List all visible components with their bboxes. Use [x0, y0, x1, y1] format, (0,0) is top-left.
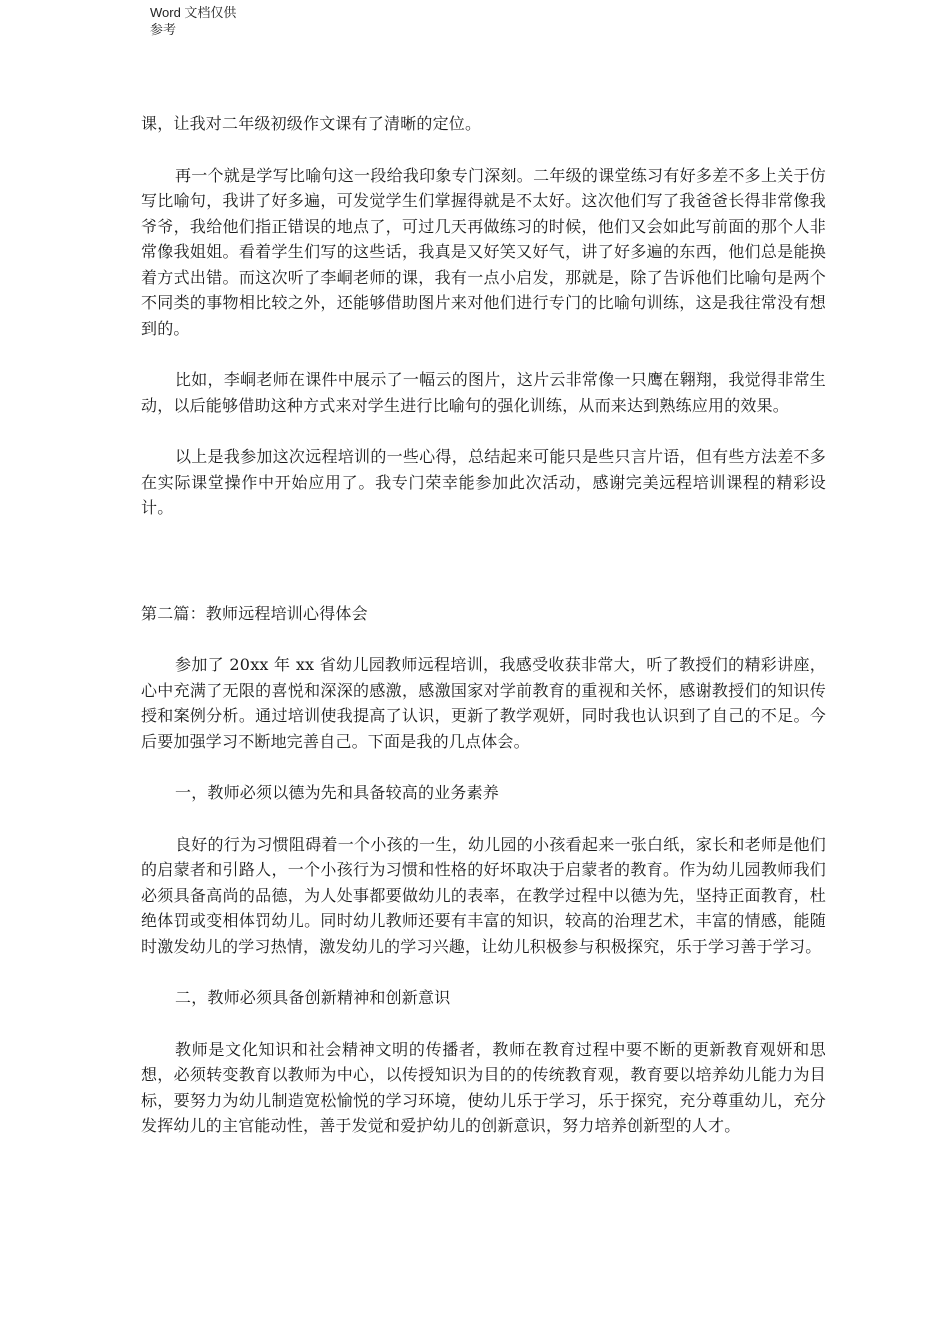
subheading-innovation: 二，教师必须具备创新精神和创新意识	[175, 988, 451, 1007]
subheading-virtue: 一，教师必须以德为先和具备较高的业务素养	[175, 783, 500, 802]
paragraph-conclusion: 以上是我参加这次远程培训的一些心得，总结起来可能只是些只言片语，但有些方法差不多在实际课堂操作中开始应用了。我专门荣幸能参加此次活动，感谢完美远程培训课程的精彩设计。	[141, 447, 826, 517]
paragraph-simile-practice: 再一个就是学写比喻句这一段给我印象专门深刻。二年级的课堂练习有好多差不多上关于仿写比喻句，我讲了好多遍，可发觉学生们掌握得就是不太好。这次他们写了我爸爸长得非常像我爷爷，我给他们指正错误的地点了，可过几天再做练习的时候，他们又会如此写前面的那个人非常像我姐姐。看着学生们写的这些话，我真是又好笑又好气，讲了好多遍的东西，他们总是能换着方式出错。而这次听了李峒老师的课，我有一点小启发，那就是，除了告诉他们比喻句是两个不同类的事物相比较之外，还能够借助图片来对他们进行专门的比喻句训练，这是我往常没有想到的。	[141, 165, 826, 338]
paragraph-continuation: 课，让我对二年级初级作文课有了清晰的定位。	[141, 114, 482, 133]
page-header: Word 文档仅供参考	[150, 5, 237, 37]
paragraph-virtue: 良好的行为习惯阻碍着一个小孩的一生，幼儿园的小孩看起来一张白纸，家长和老师是他们的启蒙者和引路人，一个小孩行为习惯和性格的好坏取决于启蒙者的教育。作为幼儿园教师我们必须具备高尚的品德，为人处事都要做幼儿的表率，在教学过程中以德为先，坚持正面教育，杜绝体罚或变相体罚幼儿。同时幼儿教师还要有丰富的知识，较高的治理艺术，丰富的情感，能随时激发幼儿的学习热情，激发幼儿的学习兴趣，让幼儿积极参与积极探究，乐于学习善于学习。	[141, 834, 826, 956]
document-body	[141, 111, 826, 1139]
paragraph-intro: 参加了 20xx 年 xx 省幼儿园教师远程培训，我感受收获非常大，听了教授们的精彩讲座，心中充满了无限的喜悦和深深的感激，感激国家对学前教育的重视和关怀，感谢教授们的知识传授和案例分析。通过培训使我提高了认识，更新了教学观妍，同时我也认识到了自己的不足。今后要加强学习不断地完善自己。下面是我的几点体会。	[141, 655, 826, 751]
paragraph-cloud-example: 比如，李峒老师在课件中展示了一幅云的图片，这片云非常像一只鹰在翱翔，我觉得非常生动，以后能够借助这种方式来对学生进行比喻句的强化训练，从而来达到熟练应用的效果。	[141, 370, 826, 415]
section-title: 第二篇：教师远程培训心得体会	[141, 603, 368, 623]
paragraph-innovation: 教师是文化知识和社会精神文明的传播者，教师在教育过程中要不断的更新教育观妍和思想，必须转变教育以教师为中心，以传授知识为目的的传统教育观，教育要以培养幼儿能力为目标，要努力为幼儿制造宽松愉悦的学习环境，使幼儿乐于学习，乐于探究，充分尊重幼儿，充分发挥幼儿的主官能动性，善于发觉和爱护幼儿的创新意识，努力培养创新型的人才。	[141, 1039, 826, 1135]
